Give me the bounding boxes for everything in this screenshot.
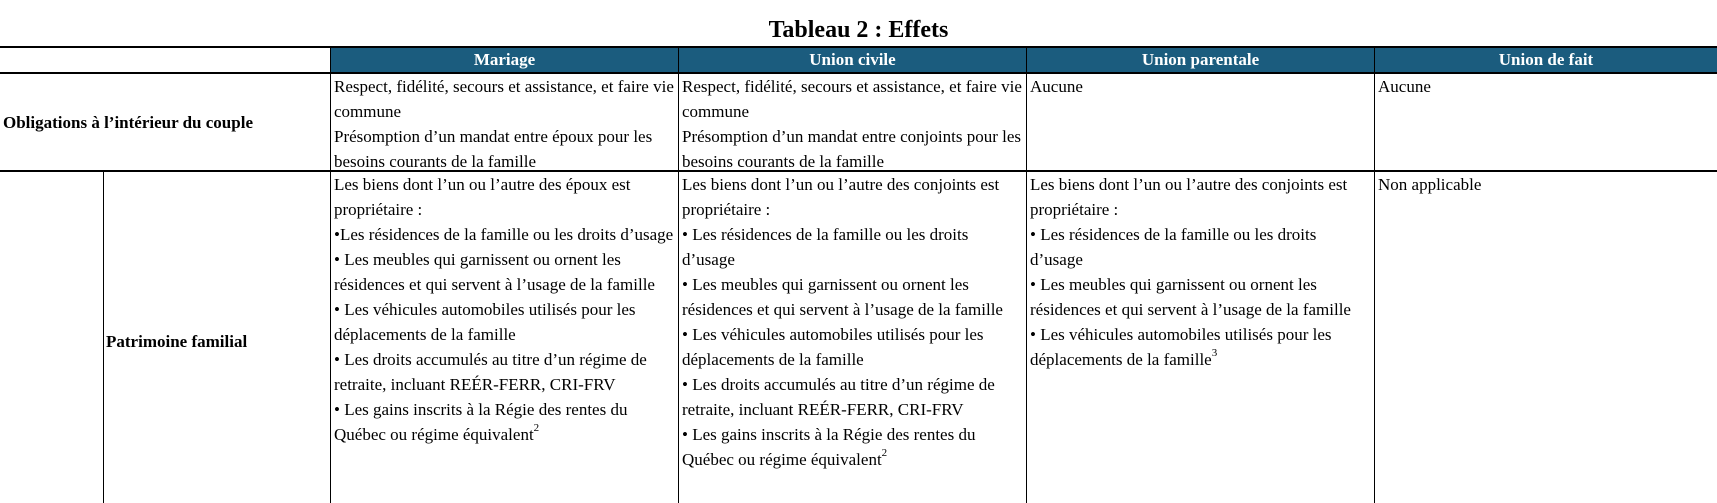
cell-obligations-union-civile (682, 74, 1024, 174)
cell-text: Respect, fidélité, secours et assistance, et faire vie commune (682, 77, 1022, 121)
cell-text: Les biens dont l’un ou l’autre des conjoints est propriétaire : (1030, 175, 1348, 219)
column-header-union-parentale: Union parentale (1027, 48, 1374, 72)
cell-text: • Les meubles qui garnissent ou ornent les résidences et qui servent à l’usage de la famille (682, 275, 1003, 319)
cell-patrimoine-union-parentale (1030, 172, 1372, 372)
row-header-obligations: Obligations à l’intérieur du couple (3, 113, 253, 132)
cell-patrimoine-union-civile (682, 172, 1024, 472)
cell-obligations-union-de-fait (1378, 74, 1715, 99)
col-divider-0 (330, 48, 331, 503)
footnote-ref: 2 (881, 447, 888, 460)
footnote-ref: 2 (533, 422, 540, 435)
cell-text-span: • Les gains inscrits à la Régie des rentes du Québec ou régime équivalent (682, 425, 976, 469)
row-header-patrimoine-familial: Patrimoine familial (106, 332, 248, 351)
cell-text: • Les véhicules automobiles utilisés pour les déplacements de la famille (334, 300, 636, 344)
column-header-union-de-fait: Union de fait (1375, 48, 1717, 72)
cell-text-span: • Les gains inscrits à la Régie des rentes du Québec ou régime équivalent (334, 400, 628, 444)
col-divider-3 (1374, 48, 1375, 503)
cell-text: Présomption d’un mandat entre conjoints pour les besoins courants de la famille (682, 127, 1021, 171)
cell-text: •Les résidences de la famille ou les droits d’usage (334, 225, 674, 244)
cell-text: Non applicable (1378, 175, 1482, 194)
cell-text: • Les droits accumulés au titre d’un régime de retraite, incluant REÉR-FERR, CRI-FRV (334, 350, 647, 394)
cell-text: • Les meubles qui garnissent ou ornent les résidences et qui servent à l’usage de la famille (334, 250, 655, 294)
cell-text: • Les meubles qui garnissent ou ornent les résidences et qui servent à l’usage de la famille (1030, 275, 1351, 319)
footnote-ref: 3 (1211, 347, 1218, 360)
cell-text-span: • Les véhicules automobiles utilisés pour les déplacements de la famille (1030, 325, 1332, 369)
col-divider-2 (1026, 48, 1027, 503)
cell-text (334, 397, 676, 447)
cell-text (1030, 322, 1372, 372)
col-divider-1 (678, 48, 679, 503)
cell-text: Les biens dont l’un ou l’autre des époux est propriétaire : (334, 175, 631, 219)
cell-obligations-mariage (334, 74, 676, 174)
cell-patrimoine-union-de-fait (1378, 172, 1715, 197)
cell-patrimoine-mariage (334, 172, 676, 447)
column-header-union-civile: Union civile (679, 48, 1026, 72)
cell-text (682, 422, 1024, 472)
cell-text: Les biens dont l’un ou l’autre des conjoints est propriétaire : (682, 175, 1000, 219)
cell-text: • Les résidences de la famille ou les droits d’usage (682, 225, 969, 269)
cell-obligations-union-parentale (1030, 74, 1372, 99)
cell-text: Présomption d’un mandat entre époux pour les besoins courants de la famille (334, 127, 653, 171)
cell-text: • Les résidences de la famille ou les droits d’usage (1030, 225, 1317, 269)
cell-text: • Les véhicules automobiles utilisés pour les déplacements de la famille (682, 325, 984, 369)
column-header-mariage: Mariage (331, 48, 678, 72)
subgroup-divider (103, 171, 104, 503)
cell-text: • Les droits accumulés au titre d’un régime de retraite, incluant REÉR-FERR, CRI-FRV (682, 375, 995, 419)
cell-text: Respect, fidélité, secours et assistance, et faire vie commune (334, 77, 674, 121)
cell-text: Aucune (1030, 77, 1083, 96)
table-title: Tableau 2 : Effets (768, 17, 949, 43)
cell-text: Aucune (1378, 77, 1431, 96)
